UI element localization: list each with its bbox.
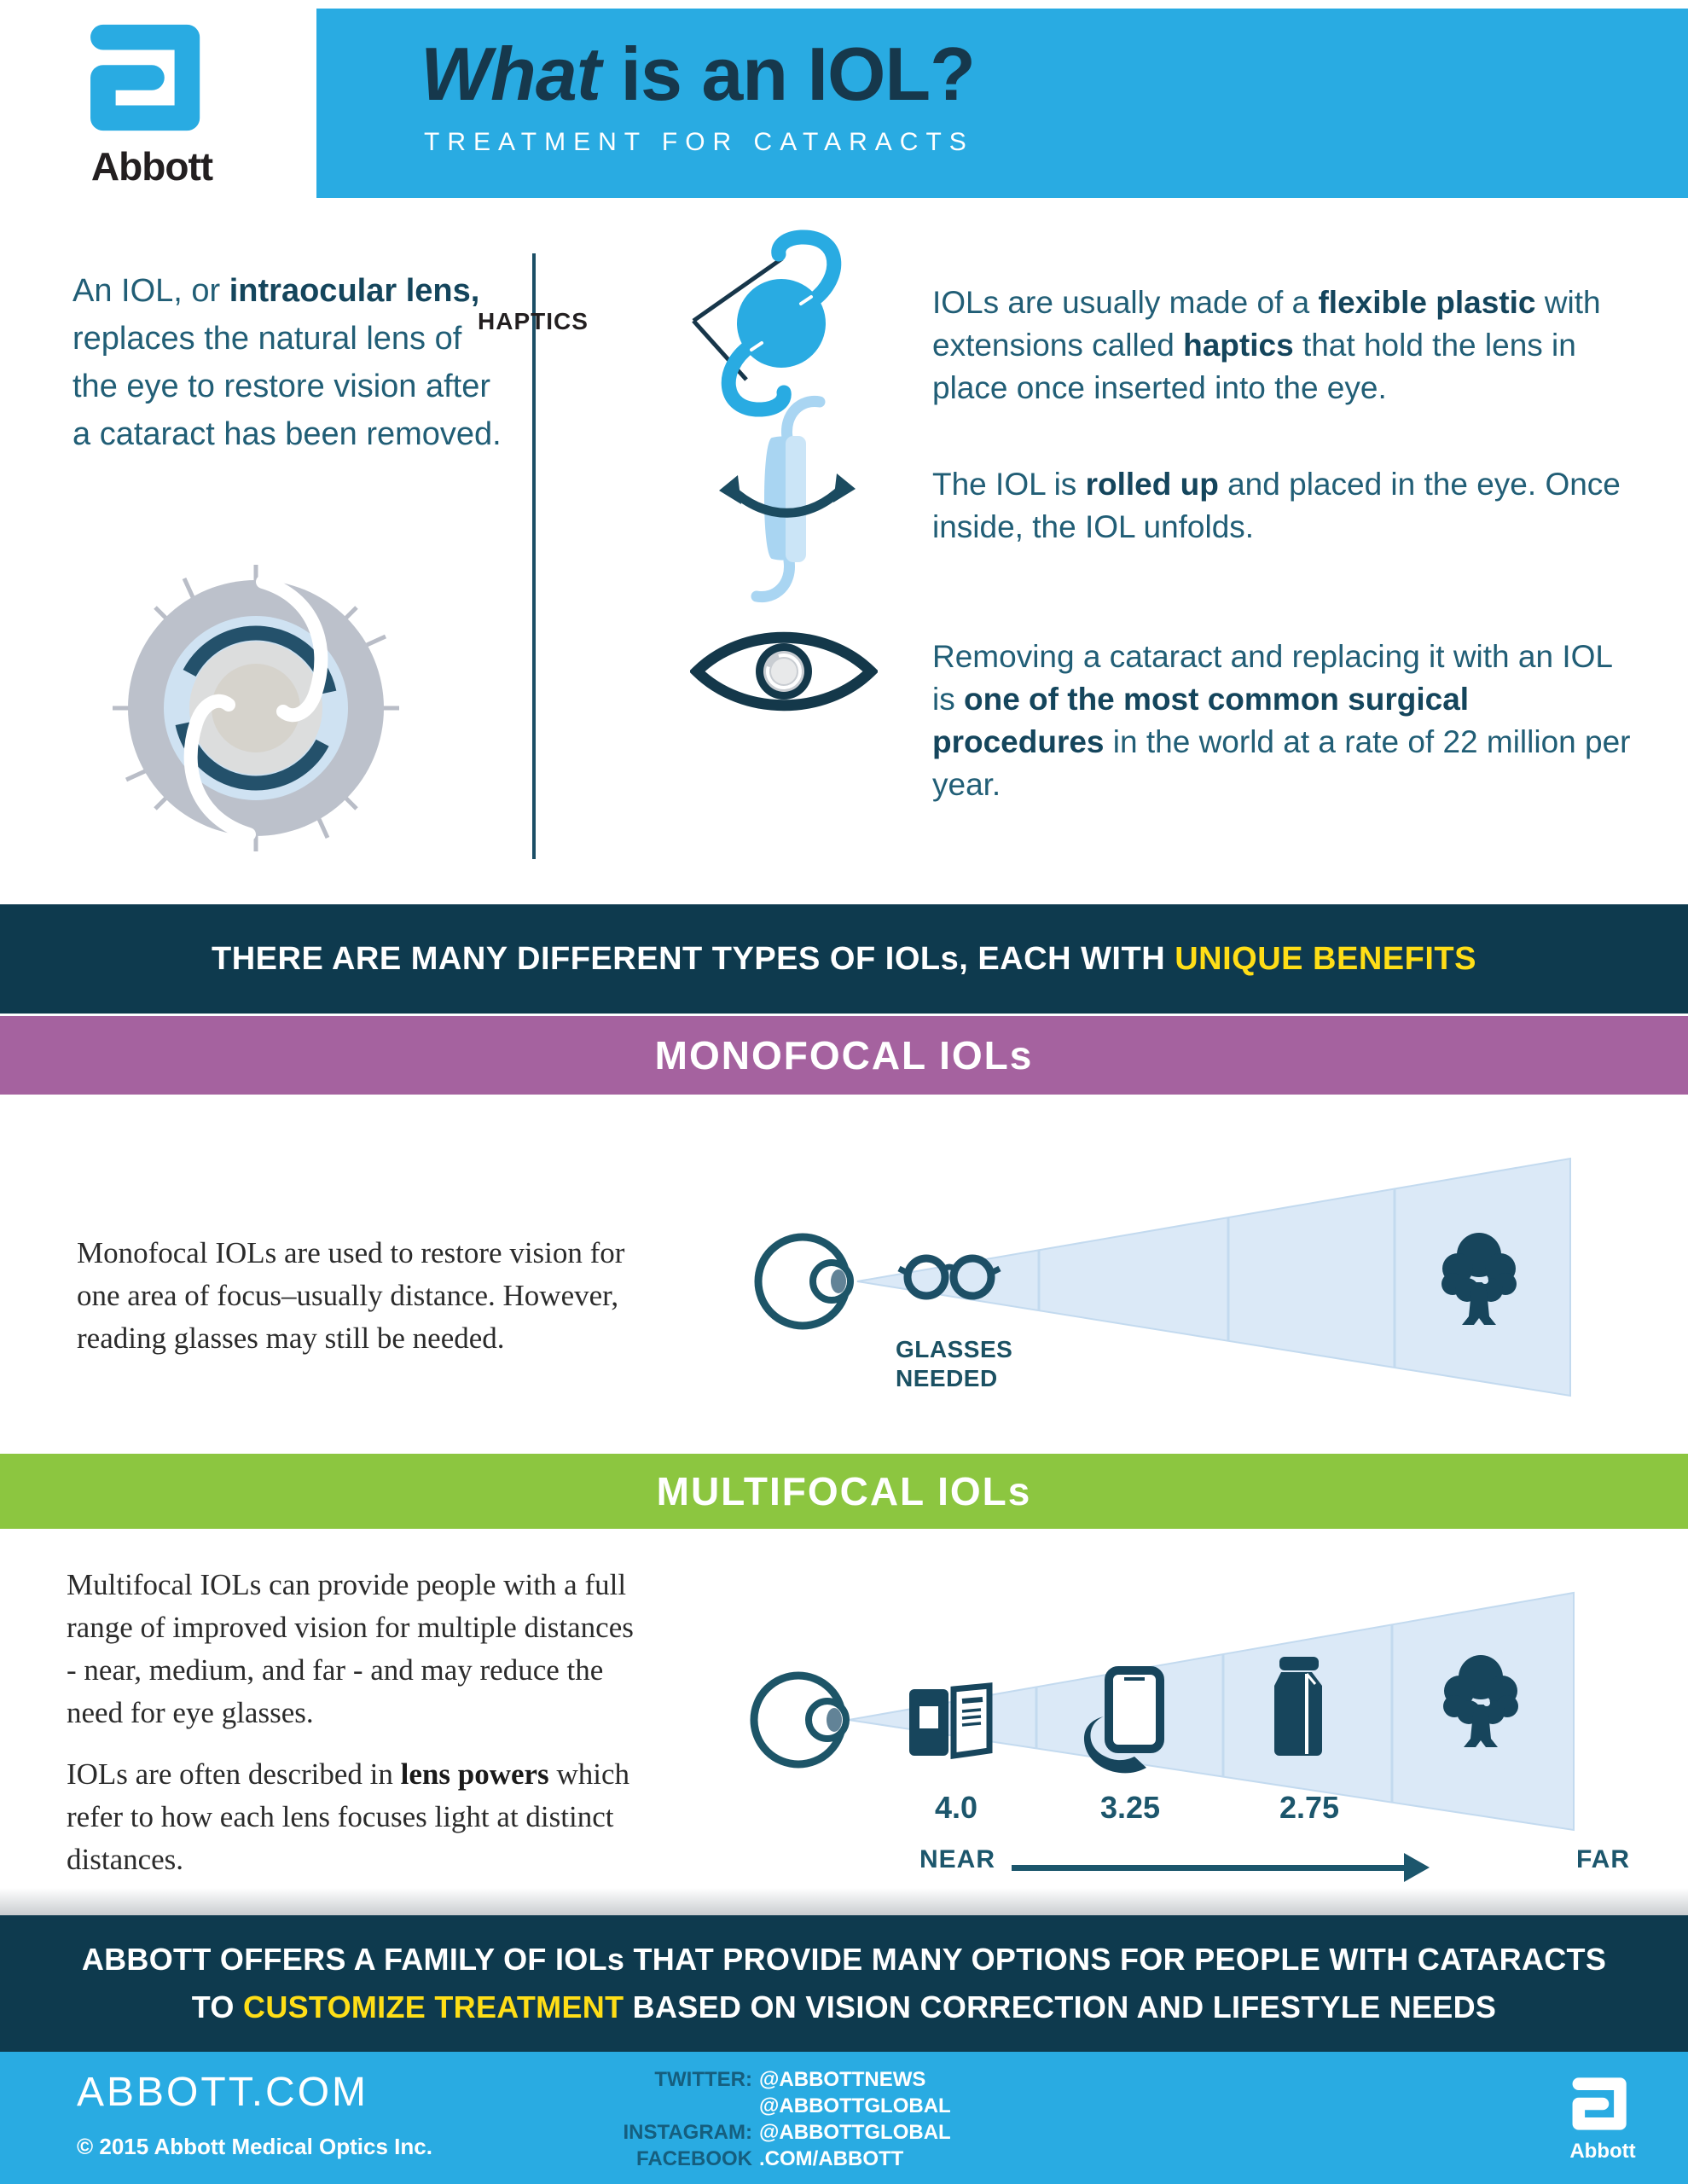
- eye-icon: [690, 622, 878, 721]
- glasses-needed-label: GLASSES NEEDED: [896, 1336, 1013, 1391]
- near-far-arrowhead-icon: [1404, 1853, 1430, 1882]
- family-banner-line1: ABBOTT OFFERS A FAMILY OF IOLs THAT PROVIDE MANY OPTIONS FOR PEOPLE WITH CATARACTS: [81, 1942, 1607, 1977]
- eyeball-icon: [758, 1237, 850, 1326]
- facebook-url[interactable]: .COM/ABBOTT: [759, 2147, 904, 2170]
- intro-paragraph: An IOL, or intraocular lens, replaces the natural lens of the eye to restore vision after a cataract has been removed.: [73, 273, 502, 452]
- iol-in-eye-illustration-icon: [111, 563, 401, 853]
- monofocal-banner: [0, 1016, 1688, 1095]
- iol-lens-icon: [709, 225, 854, 421]
- twitter-handle[interactable]: @ABBOTTNEWS: [759, 2068, 926, 2091]
- twitter-label: TWITTER:: [654, 2068, 752, 2091]
- intro-row-text: IOLs are usually made of a flexible plastic with extensions called haptics that hold the lens in place once inserted into the eye.: [932, 285, 1601, 405]
- intro-section: [0, 202, 1688, 904]
- twitter-handle-2[interactable]: @ABBOTTGLOBAL: [759, 2094, 951, 2117]
- haptics-label: HAPTICS: [478, 308, 589, 334]
- multifocal-paragraph-2: IOLs are often described in lens powers which refer to how each lens focuses light at distinct distances.: [67, 1757, 629, 1876]
- abbott-wordmark: Abbott: [90, 144, 213, 189]
- near-label: NEAR: [919, 1845, 996, 1873]
- rolled-iol-icon: [719, 393, 856, 603]
- footer-website-link[interactable]: ABBOTT.COM: [77, 2070, 369, 2115]
- types-banner-highlight: UNIQUE BENEFITS: [1175, 940, 1476, 977]
- footer-social-links: [529, 2067, 951, 2171]
- types-banner-text: THERE ARE MANY DIFFERENT TYPES OF IOLs, EACH WITH UNIQUE BENEFITS: [212, 940, 1476, 977]
- lens-power-mid: 3.25: [1099, 1790, 1161, 1825]
- monofocal-paragraph: Monofocal IOLs are used to restore vision for one area of focus–usually distance. However, reading glasses may still be needed.: [77, 1236, 625, 1355]
- intro-row-text: Removing a cataract and replacing it with an IOL is one of the most common surgical procedures in the world at a rate of 22 million per year.: [932, 639, 1631, 802]
- page-title: What is an IOL?: [421, 32, 975, 116]
- vertical-divider: [532, 253, 536, 859]
- abbott-logo-white-icon: [1569, 2075, 1636, 2133]
- footer: [0, 2052, 1688, 2184]
- abbott-logo-icon: [84, 19, 220, 136]
- instagram-label: INSTAGRAM:: [623, 2121, 752, 2144]
- spacer-label: [529, 2094, 752, 2118]
- page-subtitle: TREATMENT FOR CATARACTS: [424, 128, 974, 156]
- far-label: FAR: [1576, 1845, 1630, 1873]
- multifocal-paragraph-1: Multifocal IOLs can provide people with a full range of improved vision for multiple distances - near, medium, and far - and may reduce the need for eye glasses.: [67, 1568, 634, 1729]
- near-far-arrow: [1012, 1865, 1406, 1871]
- header: [0, 0, 1688, 202]
- abbott-wordmark-white: Abbott: [1569, 2140, 1636, 2163]
- types-banner: [0, 904, 1688, 1014]
- instagram-handle[interactable]: @ABBOTTGLOBAL: [759, 2121, 951, 2144]
- family-banner-highlight: CUSTOMIZE TREATMENT: [243, 1989, 624, 2024]
- lens-power-far: 2.75: [1279, 1790, 1340, 1825]
- footer-copyright: © 2015 Abbott Medical Optics Inc.: [77, 2134, 432, 2159]
- family-banner: [0, 1915, 1688, 2052]
- monofocal-vision-diagram: [751, 1097, 1621, 1451]
- multifocal-banner-title: MULTIFOCAL IOLs: [656, 1469, 1032, 1513]
- multifocal-vision-diagram: [734, 1530, 1621, 1915]
- eyeball-icon: [754, 1676, 846, 1764]
- multifocal-banner: [0, 1454, 1688, 1529]
- lens-power-near: 4.0: [934, 1790, 978, 1825]
- monofocal-banner-title: MONOFOCAL IOLs: [654, 1033, 1034, 1077]
- multifocal-section: [0, 1530, 1688, 1915]
- intro-row-text: The IOL is rolled up and placed in the eye. Once inside, the IOL unfolds.: [932, 467, 1621, 544]
- family-banner-line2: TO CUSTOMIZE TREATMENT BASED ON VISION CORRECTION AND LIFESTYLE NEEDS: [191, 1989, 1497, 2024]
- facebook-label: FACEBOOK: [635, 2147, 752, 2170]
- section-shadow: [0, 1888, 1688, 1915]
- monofocal-section: [0, 1097, 1688, 1451]
